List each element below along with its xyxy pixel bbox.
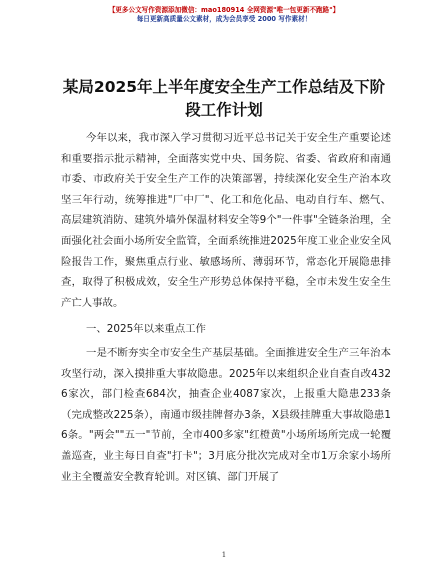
document-title: 某局2025年上半年度安全生产工作总结及下阶段工作计划 xyxy=(62,78,386,119)
document-body xyxy=(61,128,391,487)
body-paragraph: 一是不断夯实全市安全生产基层基础。全面推进安全生产三年治本攻坚行动，深入摸排重大事故隐患。2025年以来组织企业自查自改4326家次，部门检查684次，抽查企业4087家次，上报重大隐患233条（完成整改225条），南通市级挂牌督办3条，X县级挂牌重大事故隐患16条。"两会""五一"节前，全市400多家"红橙黄"小场所场所完成一轮覆盖巡查，业主每日自查"打卡"；3月底分批次完成对全市1万余家小场所业主全覆盖安全教育轮训。对区镇、部门开展了 xyxy=(61,346,391,483)
promo-banner-line-1: 【更多公文写作资源添加微信：mao180914 全网资源"唯一包更新不跑路"】 xyxy=(108,6,340,14)
section-heading: 一、2025年以来重点工作 xyxy=(85,323,206,336)
intro-paragraph: 今年以来，我市深入学习贯彻习近平总书记关于安全生产重要论述和重要指示批示精神，全面落实党中央、国务院、省委、省政府和南通市委、市政府关于安全生产工作的决策部署，持续深化安全生产治本攻坚三年行动，统筹推进"厂中厂"、化工和危化品、电动自行车、燃气、高层建筑消防、建筑外墙外保温材料安全等9个"一件事"全链条治理，全面强化社会面小场所安全监管，全面系统推进2025年度工业企业安全风险报告工作，聚焦重点行业、敏感场所、薄弱环节，常态化开展隐患排查，取得了积极成效，安全生产形势总体保持平稳，全市未发生安全生产亡人事故。 xyxy=(61,132,391,309)
promo-banner-line-2: 每日更新高质量公文素材，成为会员享受 2000 写作素材！ xyxy=(136,15,312,23)
page-number: 1 xyxy=(221,551,227,559)
promo-banner xyxy=(0,6,448,24)
